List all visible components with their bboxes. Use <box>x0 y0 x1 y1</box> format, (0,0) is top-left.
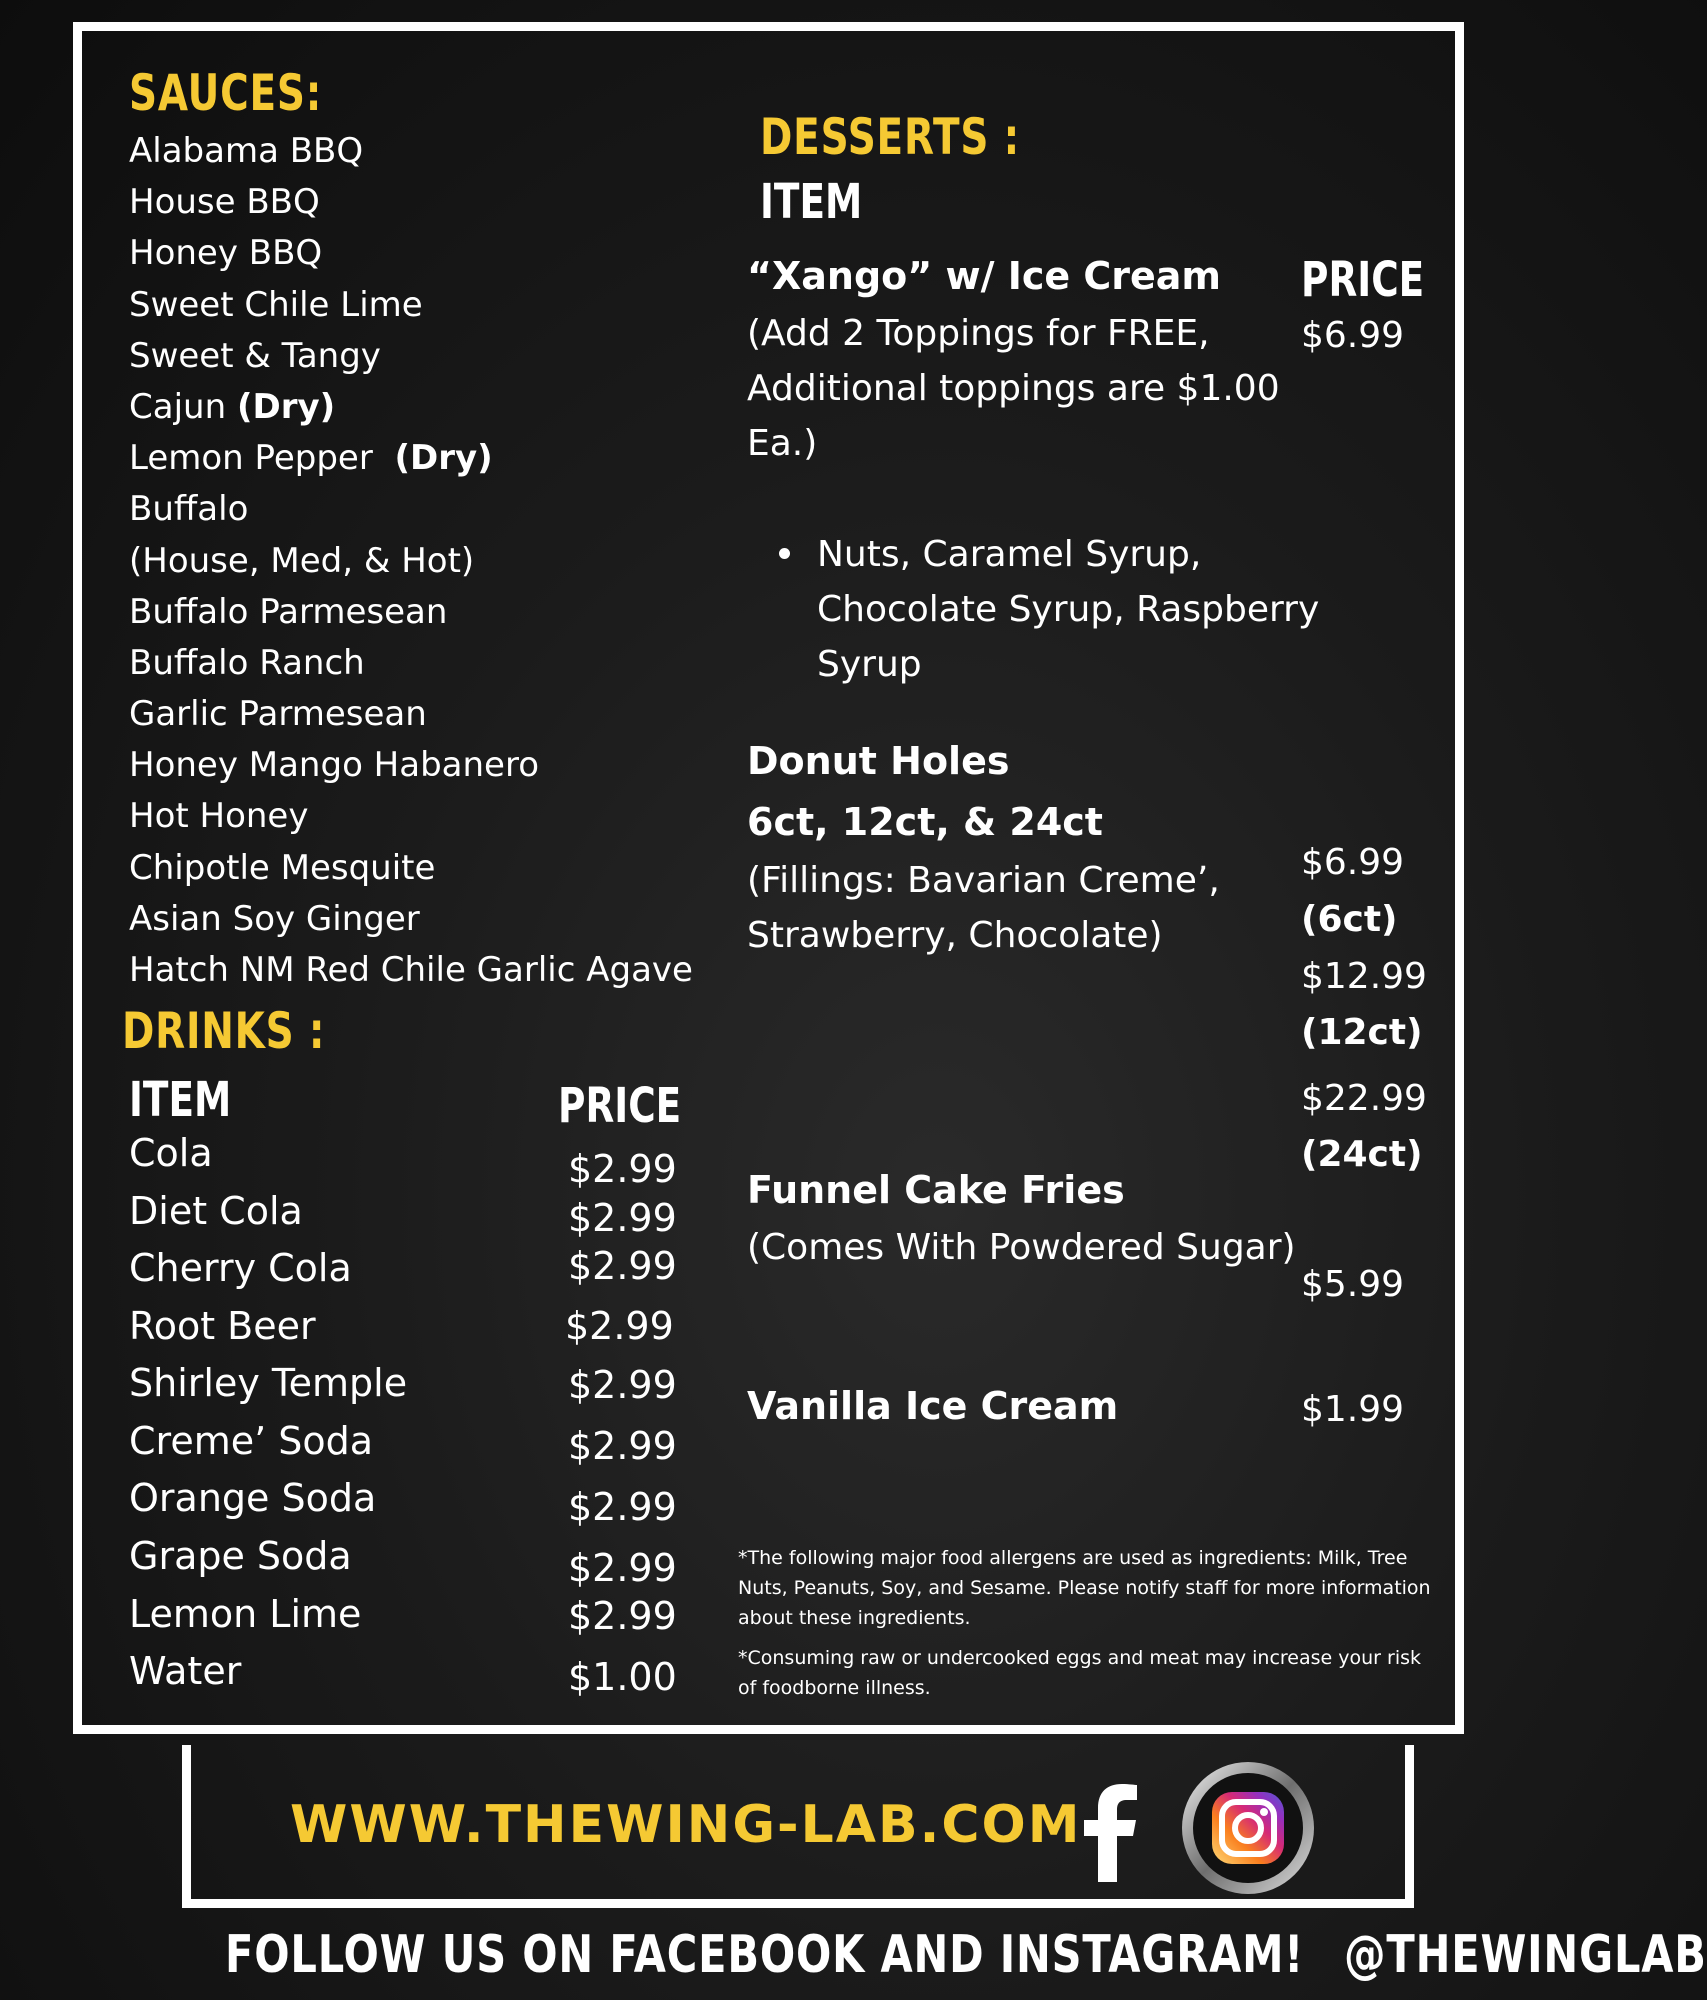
social-handle[interactable]: @THEWINGLAB <box>1344 1925 1707 1985</box>
drink-price: $2.99 <box>568 1424 677 1468</box>
toppings-line-1: Nuts, Caramel Syrup, <box>817 534 1202 575</box>
desserts-heading: DESSERTS : <box>760 108 1021 166</box>
sauce-name: Cajun <box>129 386 237 427</box>
drink-price: $2.99 <box>568 1485 677 1529</box>
xango-title: “Xango” w/ Ice Cream <box>747 254 1221 298</box>
drink-name: Shirley Temple <box>129 1361 408 1405</box>
instagram-icon[interactable] <box>1178 1758 1318 1898</box>
drink-name: Water <box>129 1649 242 1693</box>
list-item: Hot Honey <box>129 796 309 837</box>
list-item: Asian Soy Ginger <box>129 898 420 939</box>
sauces-heading: SAUCES: <box>129 64 323 122</box>
list-item: (House, Med, & Hot) <box>129 540 475 581</box>
drink-price: $2.99 <box>568 1546 677 1590</box>
funnel-cake-desc: (Comes With Powdered Sugar) <box>747 1227 1296 1268</box>
desserts-item-header: ITEM <box>760 174 863 230</box>
donut-price-6: $6.99 <box>1301 842 1405 883</box>
list-item: Buffalo Parmesean <box>129 591 448 632</box>
xango-desc-2: Additional toppings are $1.00 <box>747 368 1280 409</box>
toppings-line-3: Syrup <box>817 644 922 685</box>
list-item: Garlic Parmesean <box>129 694 427 735</box>
drinks-item-header: ITEM <box>129 1072 232 1128</box>
xango-desc-1: (Add 2 Toppings for FREE, <box>747 313 1210 354</box>
allergen-note-1: *The following major food allergens are used as ingredients: Milk, Tree <box>738 1547 1408 1569</box>
list-item: Sweet Chile Lime <box>129 284 423 325</box>
drink-price: $2.99 <box>568 1147 677 1191</box>
vanilla-price: $1.99 <box>1301 1389 1405 1430</box>
drink-name: Grape Soda <box>129 1534 352 1578</box>
drink-name: Lemon Lime <box>129 1592 362 1636</box>
drink-price: $2.99 <box>568 1196 677 1240</box>
follow-text <box>225 1925 1707 1985</box>
allergen-note-2: Nuts, Peanuts, Soy, and Sesame. Please notify staff for more information <box>738 1577 1431 1599</box>
donut-label-12: (12ct) <box>1301 1012 1423 1053</box>
list-item: Sweet & Tangy <box>129 335 381 376</box>
drink-name: Creme’ Soda <box>129 1419 374 1463</box>
raw-note-2: of foodborne illness. <box>738 1677 931 1699</box>
drink-price: $1.00 <box>568 1655 677 1699</box>
toppings-line-2: Chocolate Syrup, Raspberry <box>817 589 1320 630</box>
drink-name: Cola <box>129 1131 213 1175</box>
sauce-name: Lemon Pepper <box>129 438 395 479</box>
donut-label-24: (24ct) <box>1301 1134 1423 1175</box>
vanilla-title: Vanilla Ice Cream <box>747 1384 1119 1428</box>
sauce-list <box>129 126 693 996</box>
drink-price: $2.99 <box>565 1304 674 1348</box>
drink-name: Root Beer <box>129 1304 316 1348</box>
list-item: Alabama BBQ <box>129 131 364 171</box>
drinks-heading: DRINKS : <box>122 1002 326 1060</box>
donut-holes-title: Donut Holes <box>747 739 1010 783</box>
donut-label-6: (6ct) <box>1301 899 1398 940</box>
list-item: Buffalo Ranch <box>129 642 365 683</box>
drinks-price-header: PRICE <box>558 1078 682 1134</box>
funnel-cake-price: $5.99 <box>1301 1264 1405 1305</box>
xango-desc-3: Ea.) <box>747 423 818 464</box>
drink-price: $2.99 <box>568 1363 677 1407</box>
desserts-price-header: PRICE <box>1301 252 1425 308</box>
website-link[interactable]: WWW.THEWING-LAB.COM <box>290 1795 1082 1855</box>
raw-note-1: *Consuming raw or undercooked eggs and meat may increase your risk <box>738 1647 1422 1669</box>
funnel-cake-title: Funnel Cake Fries <box>747 1168 1125 1212</box>
sauce-note: (Dry) <box>236 386 336 427</box>
donut-price-24: $22.99 <box>1301 1078 1427 1119</box>
bullet-dot <box>779 548 790 559</box>
donut-holes-desc-2: Strawberry, Chocolate) <box>747 915 1163 956</box>
drink-name: Orange Soda <box>129 1476 377 1520</box>
donut-holes-desc-1: (Fillings: Bavarian Creme’, <box>747 860 1220 901</box>
drink-name: Cherry Cola <box>129 1246 352 1290</box>
facebook-icon[interactable] <box>1080 1782 1140 1882</box>
list-item: House BBQ <box>129 182 320 223</box>
sauce-note: (Dry) <box>394 438 493 479</box>
list-item: Chipotle Mesquite <box>129 847 436 888</box>
drink-name: Diet Cola <box>129 1189 303 1233</box>
list-item <box>129 382 693 433</box>
follow-message: FOLLOW US ON FACEBOOK AND INSTAGRAM! <box>225 1925 1305 1985</box>
donut-holes-sizes: 6ct, 12ct, & 24ct <box>747 800 1103 844</box>
allergen-note-3: about these ingredients. <box>738 1607 971 1629</box>
list-item: Hatch NM Red Chile Garlic Agave <box>129 950 693 990</box>
list-item: Buffalo <box>129 489 249 530</box>
list-item: Honey Mango Habanero <box>129 745 539 786</box>
xango-price: $6.99 <box>1301 315 1405 356</box>
list-item: Honey BBQ <box>129 233 323 274</box>
drink-price: $2.99 <box>568 1594 677 1638</box>
donut-price-12: $12.99 <box>1301 956 1427 997</box>
list-item <box>129 433 693 484</box>
drink-price: $2.99 <box>568 1244 677 1288</box>
